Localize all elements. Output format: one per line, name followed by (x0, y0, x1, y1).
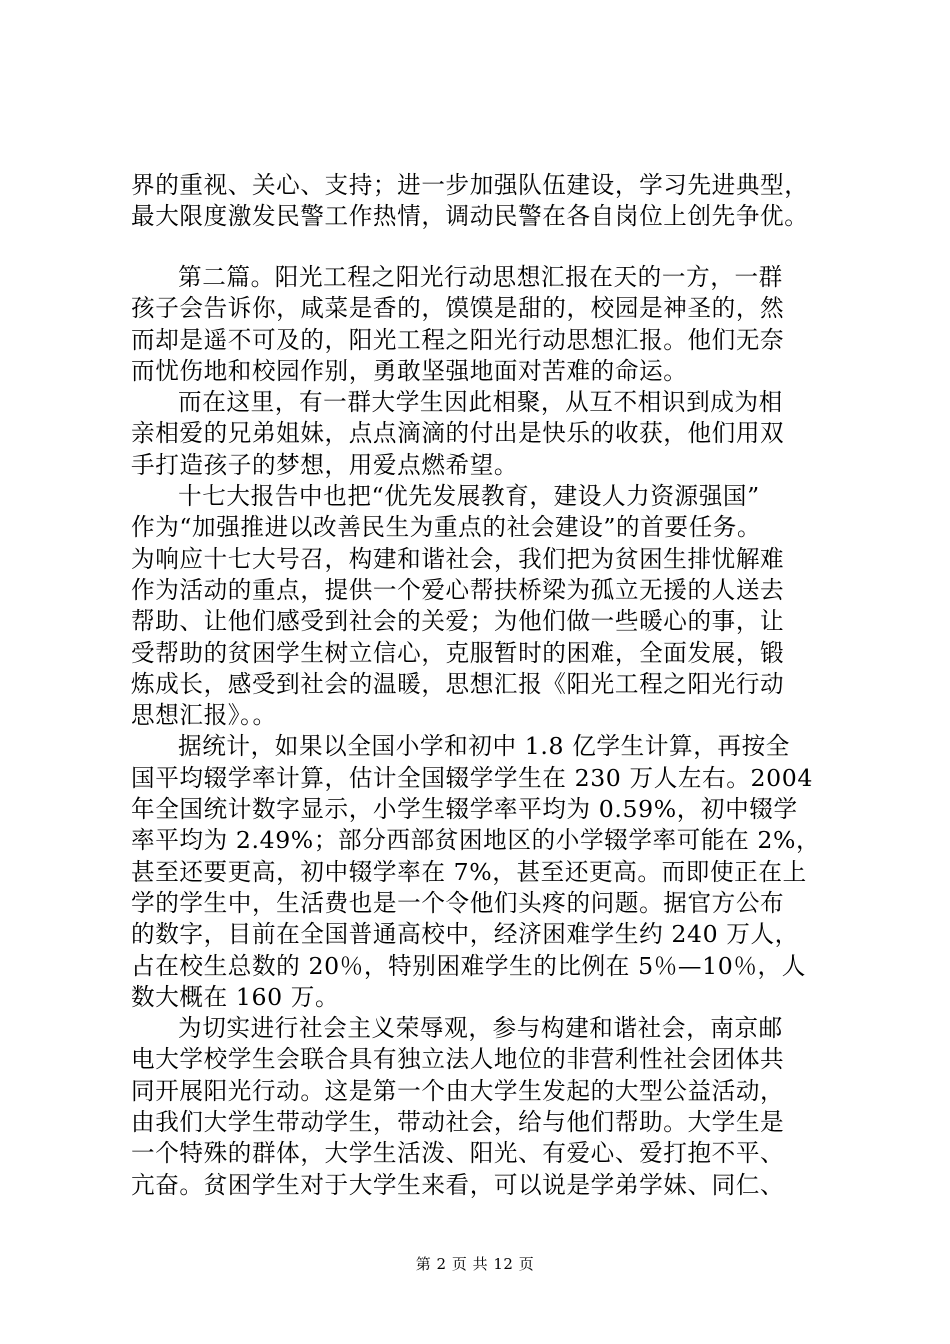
text-line: 帮助、让他们感受到社会的关爱；为他们做一些暖心的事，让 (131, 607, 785, 636)
text-block-main (131, 262, 831, 1201)
page-number-footer: 第 2 页 共 12 页 (415, 1255, 535, 1273)
text-line: 为响应十七大号召，构建和谐社会，我们把为贫困生排忧解难 (131, 544, 785, 573)
text-line: 国平均辍学率计算，估计全国辍学学生在 230 万人左右。2004 (131, 763, 813, 792)
text-line: 亲相爱的兄弟姐妹，点点滴滴的付出是快乐的收获，他们用双 (131, 419, 785, 448)
text-line: 亢奋。贫困学生对于大学生来看，可以说是学弟学妹、同仁、 (131, 1170, 785, 1199)
text-line: 由我们大学生带动学生，带动社会，给与他们帮助。大学生是 (131, 1108, 785, 1137)
text-line: 学的学生中，生活费也是一个令他们头疼的问题。据官方公布 (131, 888, 785, 917)
text-line: 孩子会告诉你，咸菜是香的，馍馍是甜的，校园是神圣的，然 (131, 294, 785, 323)
text-line: 电大学校学生会联合具有独立法人地位的非营利性社会团体共 (131, 1045, 785, 1074)
text-line: 炼成长，感受到社会的温暖，思想汇报《阳光工程之阳光行动 (131, 669, 785, 698)
text-line: 最大限度激发民警工作热情，调动民警在各自岗位上创先争优。 (131, 202, 809, 231)
paragraph-start-line: 据统计，如果以全国小学和初中 1.8 亿学生计算，再按全 (178, 732, 790, 761)
text-line: 的数字，目前在全国普通高校中，经济困难学生约 240 万人， (131, 920, 799, 949)
text-block-top (131, 170, 831, 233)
text-line: 手打造孩子的梦想，用爱点燃希望。 (131, 450, 519, 479)
text-line: 作为活动的重点，提供一个爱心帮扶桥梁为孤立无援的人送去 (131, 575, 785, 604)
paragraph-start-line: 为切实进行社会主义荣辱观，参与构建和谐社会，南京邮 (178, 1014, 783, 1043)
text-line: 甚至还要更高，初中辍学率在 7%，甚至还更高。而即使正在上 (131, 857, 807, 886)
text-line: 数大概在 160 万。 (131, 982, 340, 1011)
text-line: 年全国统计数字显示，小学生辍学率平均为 0.59%，初中辍学 (131, 795, 798, 824)
text-line: 界的重视、关心、支持；进一步加强队伍建设，学习先进典型， (131, 171, 809, 199)
paragraph-start-line: 十七大报告中也把“优先发展教育，建设人力资源强国” (178, 482, 760, 511)
text-line: 受帮助的贫困学生树立信心，克服暂时的困难，全面发展，锻 (131, 638, 785, 667)
text-line: 而忧伤地和校园作别，勇敢坚强地面对苦难的命运。 (131, 356, 688, 385)
paragraph-start-line: 而在这里，有一群大学生因此相聚，从互不相识到成为相 (178, 388, 783, 417)
paragraph-start-line: 第二篇。阳光工程之阳光行动思想汇报在天的一方，一群 (178, 263, 783, 291)
text-line: 思想汇报》。。 (131, 701, 277, 730)
text-line: 一个特殊的群体，大学生活泼、阳光、有爱心、爱打抱不平、 (131, 1139, 785, 1168)
text-line: 作为“加强推进以改善民生为重点的社会建设”的首要任务。 (131, 513, 762, 542)
text-line: 而却是遥不可及的，阳光工程之阳光行动思想汇报。他们无奈 (131, 325, 785, 354)
text-line: 同开展阳光行动。这是第一个由大学生发起的大型公益活动， (131, 1076, 785, 1105)
text-line: 占在校生总数的 20％，特别困难学生的比例在 5％—10％，人 (131, 951, 806, 980)
text-line: 率平均为 2.49%；部分西部贫困地区的小学辍学率可能在 2%， (131, 826, 821, 855)
